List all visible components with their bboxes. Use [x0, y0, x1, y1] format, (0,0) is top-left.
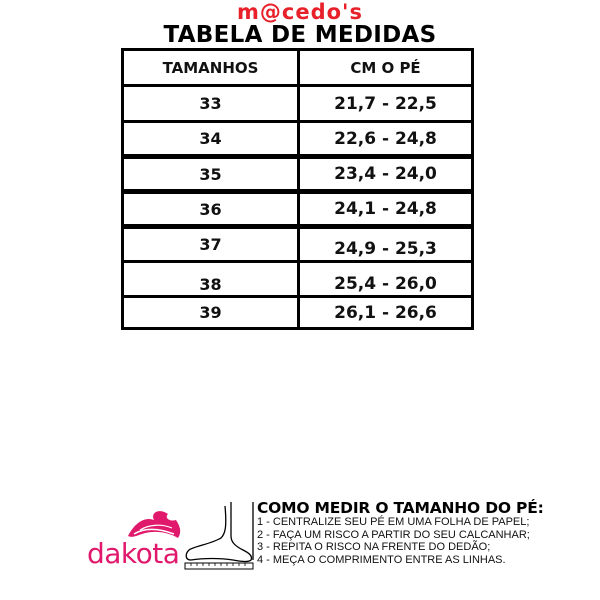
cm-cell: 23,4 - 24,0 [334, 164, 437, 184]
size-cell: 35 [124, 159, 300, 189]
table-row [124, 194, 471, 224]
table-row [124, 159, 471, 189]
size-cell: 39 [124, 298, 300, 327]
table-row [124, 298, 471, 327]
foot-measure-icon [183, 500, 255, 570]
size-cell: 34 [124, 123, 300, 154]
size-table [121, 48, 474, 330]
size-cell: 38 [124, 263, 300, 295]
step-2: 2 - FAÇA UM RISCO A PARTIR DO SEU CALCANHAR; [257, 528, 530, 541]
cm-cell: 25,4 - 26,0 [334, 274, 437, 294]
table-row [124, 229, 471, 260]
table-row [124, 123, 471, 154]
table-row [124, 87, 471, 120]
size-cell: 37 [124, 229, 300, 260]
cm-cell: 24,9 - 25,3 [334, 239, 437, 259]
cm-cell: 22,6 - 24,8 [334, 128, 437, 149]
step-3: 3 - REPITA O RISCO NA FRENTE DO DEDÃO; [257, 541, 491, 553]
step-4: 4 - MEÇA O COMPRIMENTO ENTRE AS LINHAS. [257, 553, 506, 566]
dakota-logo: dakota [87, 537, 180, 570]
page-title: TABELA DE MEDIDAS [163, 22, 437, 48]
cm-cell: 26,1 - 26,6 [334, 302, 437, 323]
how-to-measure [257, 500, 544, 566]
size-cell: 36 [124, 194, 300, 224]
how-to-title: COMO MEDIR O TAMANHO DO PÉ: [257, 499, 544, 517]
step-1: 1 - CENTRALIZE SEU PÉ EM UMA FOLHA DE PAPEL; [257, 516, 530, 528]
brand-logo: m@cedo's [237, 0, 363, 24]
table-header-row [124, 51, 471, 84]
table-row [124, 263, 471, 295]
cm-cell: 24,1 - 24,8 [334, 199, 437, 219]
column-header-size: TAMANHOS [124, 51, 300, 84]
size-cell: 33 [124, 87, 300, 120]
column-header-cm: CM O PÉ [350, 58, 421, 77]
cm-cell: 21,7 - 22,5 [334, 93, 437, 114]
